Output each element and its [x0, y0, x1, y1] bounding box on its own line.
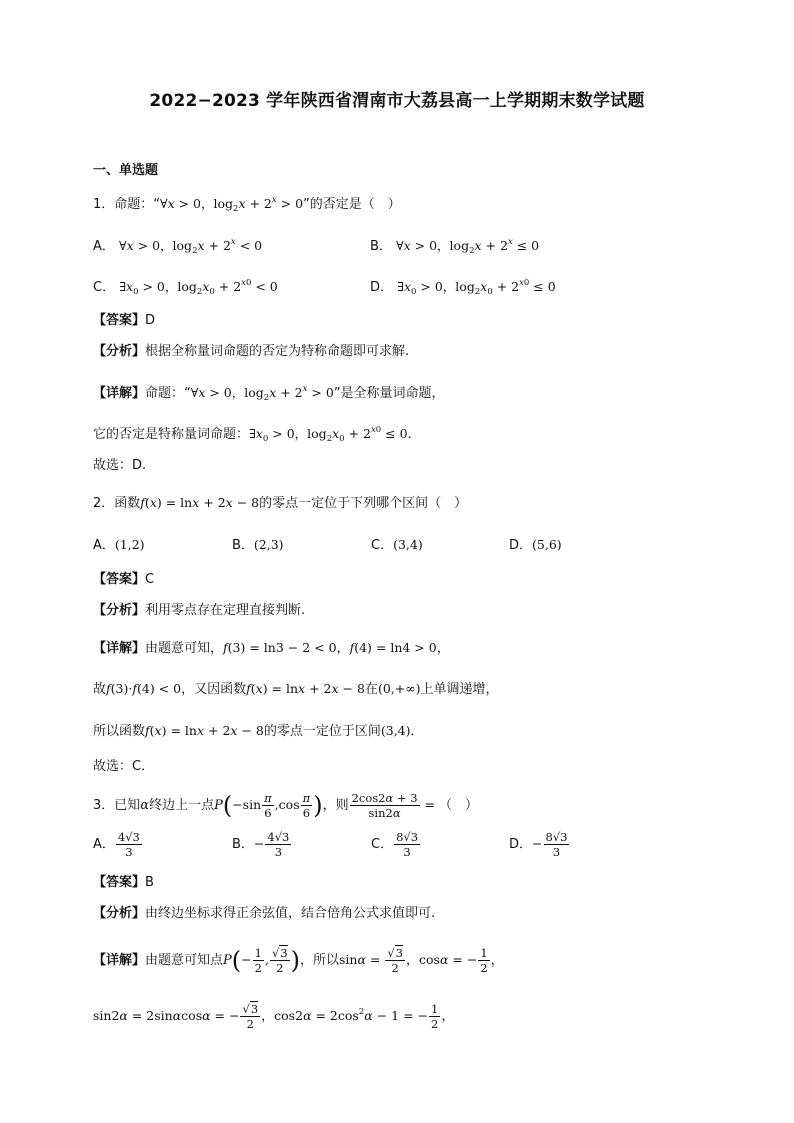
q2-analysis	[93, 602, 305, 620]
separator: ，	[261, 1009, 275, 1024]
q1-analysis	[93, 343, 409, 361]
option-label: C．	[93, 280, 116, 295]
option-label: B．	[232, 538, 254, 553]
q1-answer	[93, 312, 155, 330]
q3-stem-prefix: 3．已知	[93, 798, 141, 813]
detail-text: ，又因函数	[181, 682, 247, 697]
detail-text: 它的否定是特称量词命题：	[93, 427, 250, 442]
analysis-tag: 【分析】	[93, 344, 146, 359]
q1-option-d: D． $\exists x_0 > 0$，$\log_2x_0 + 2^{x0} \le 0$	[370, 278, 556, 297]
q2-stem-suffix: 的零点一定位于下列哪个区间（ ）	[259, 496, 468, 511]
q2-stem-prefix: 2．函数	[93, 496, 141, 511]
q3-answer	[93, 874, 154, 892]
analysis-tag: 【分析】	[93, 906, 146, 921]
detail-text: ，所以	[299, 953, 339, 968]
q3-stem-suffix: （ ）	[438, 798, 478, 813]
q3-option-a	[93, 828, 143, 861]
option-label: B．	[232, 837, 254, 852]
detail-text: ．	[407, 427, 421, 442]
q1-stem-suffix: ”的否定是（ ）	[303, 197, 401, 212]
q3-stem-mid2: ，则	[322, 798, 349, 813]
question-3-stem: 3．已知α终边上一点P(−sin $\frac{\pi}{6}$ ,cos $\frac{\pi}{6}$ )，则 $\frac{2\cos 2\alpha + 3}{\sin 2\alpha}$ = （ ）	[93, 791, 478, 820]
detail-text: 命题：“	[145, 386, 191, 401]
analysis-tag: 【分析】	[93, 603, 146, 618]
answer-value: D	[145, 313, 156, 328]
q2-option-a	[93, 536, 145, 555]
q1-conclusion: 故选：D.	[93, 458, 147, 473]
option-numerator: 4√3	[117, 830, 140, 844]
q2-detail-line-3: 所以函数f(x) = lnx + 2x − 8的零点一定位于区间(3,4)．	[93, 723, 424, 739]
answer-value: B	[145, 875, 154, 890]
detail-text: 上单调递增，	[420, 682, 499, 697]
detail-tag: 【详解】	[93, 641, 146, 656]
q3-detail-line-1: 【详解】由题意可知点P(− $\frac{1}{2}$ , $\frac{√3}{2}$ )，所以sinα = $\frac{√3}{2}$ ，cosα = − $\frac{1}{2}$ ，	[93, 946, 504, 975]
option-text: (2,3)	[253, 537, 284, 552]
q3-option-d	[509, 828, 570, 861]
option-label: C．	[371, 538, 394, 553]
detail-text: ”是全称量词命题，	[333, 386, 445, 401]
option-label: C．	[371, 837, 394, 852]
q2-option-c	[371, 536, 423, 555]
option-label: A．	[93, 837, 115, 852]
option-text: (3,4)	[393, 537, 423, 552]
q2-detail-line-1: 【详解】由题意可知，f(3) = ln3 − 2 < 0，f(4) = ln4 > 0，	[93, 640, 450, 656]
option-numerator: 8√3	[545, 830, 568, 844]
q3-stem-mid: 终边上一点	[149, 798, 215, 813]
q2-conclusion: 故选：C．	[93, 759, 155, 774]
option-label: A．	[93, 538, 115, 553]
q3-option-b	[232, 828, 292, 861]
q1-option-a: A． ∀x > 0，$\log_2x + 2^x < 0$	[93, 237, 263, 256]
answer-tag: 【答案】	[93, 313, 146, 328]
option-sign: −	[253, 836, 265, 851]
q3-option-c	[371, 828, 421, 861]
option-label: D．	[509, 538, 533, 553]
separator: ，	[441, 1009, 455, 1024]
option-label: D．	[509, 837, 533, 852]
analysis-text: 由终边坐标求得正余弦值，结合倍角公式求值即可.	[145, 906, 436, 921]
separator: ，	[490, 953, 504, 968]
q1-option-b: B． ∀x > 0，$\log_2x + 2^x \le 0$	[370, 237, 540, 256]
q1-option-c: C． $\exists x_0 > 0$，$\log_2x_0 + 2^{x0} < 0$	[93, 278, 278, 297]
q1-stem-prefix: 1．命题：“	[93, 197, 161, 212]
detail-text: 故	[93, 682, 107, 697]
detail-text: 在	[364, 682, 378, 697]
detail-tag: 【详解】	[93, 386, 146, 401]
question-2-stem: 2．函数f(x) = lnx + 2x − 8的零点一定位于下列哪个区间（ ）	[93, 495, 468, 511]
q2-option-d	[509, 536, 562, 555]
analysis-text: 利用零点存在定理直接判断.	[145, 603, 306, 618]
option-denominator: 3	[274, 845, 283, 859]
option-numerator: 4√3	[267, 830, 290, 844]
q1-detail-line-1: 【详解】命题：“∀x > 0，$\log_2x + 2^x > 0$”是全称量词命题，	[93, 384, 445, 403]
option-denominator: 3	[552, 845, 561, 859]
option-text: (1,2)	[114, 537, 145, 552]
detail-tag: 【详解】	[93, 953, 146, 968]
q2-option-b	[232, 536, 284, 555]
option-denominator: 3	[125, 845, 133, 859]
answer-value: C	[145, 572, 155, 587]
section-heading: 一、单选题	[93, 163, 159, 178]
detail-text: 由题意可知，	[145, 641, 224, 656]
option-label: B．	[370, 239, 392, 254]
question-1-stem: 1．命题：“∀x > 0，$\log_2x + 2^x > 0$”的否定是（ ）	[93, 195, 401, 214]
option-text: (5,6)	[532, 537, 562, 552]
q2-answer	[93, 571, 154, 589]
page-title: 2022−2023 学年陕西省渭南市大荔县高一上学期期末数学试题	[149, 91, 645, 111]
detail-text: 的零点一定位于区间	[263, 724, 381, 739]
answer-tag: 【答案】	[93, 572, 146, 587]
option-sign: −	[532, 836, 543, 851]
detail-text: 所以函数	[93, 724, 146, 739]
option-denominator: 3	[403, 845, 411, 859]
q3-analysis	[93, 905, 435, 923]
separator: ，	[406, 953, 420, 968]
q3-detail-line-2: sin2α = 2sinαcosα = − $\frac{√3}{2}$ ，$\cos 2\alpha = 2\cos^2\alpha - 1$ = − $\frac{1}{2}$ ，	[93, 1002, 455, 1031]
option-label: D．	[370, 280, 394, 295]
q2-detail-line-2: 故f(3)·f(4) < 0，又因函数f(x) = lnx + 2x − 8在(0,+∞)上单调递增，	[93, 681, 499, 697]
detail-text: 由题意可知点	[145, 953, 224, 968]
answer-tag: 【答案】	[93, 875, 146, 890]
option-label: A．	[93, 239, 115, 254]
q1-detail-line-2: 它的否定是特称量词命题：$\exists x_0 > 0$，$\log_2x_0 + 2^{x0} \le 0$．	[93, 425, 421, 444]
option-numerator: 8√3	[396, 830, 419, 844]
detail-text: ．	[410, 724, 424, 739]
analysis-text: 根据全称量词命题的否定为特称命题即可求解.	[145, 344, 410, 359]
